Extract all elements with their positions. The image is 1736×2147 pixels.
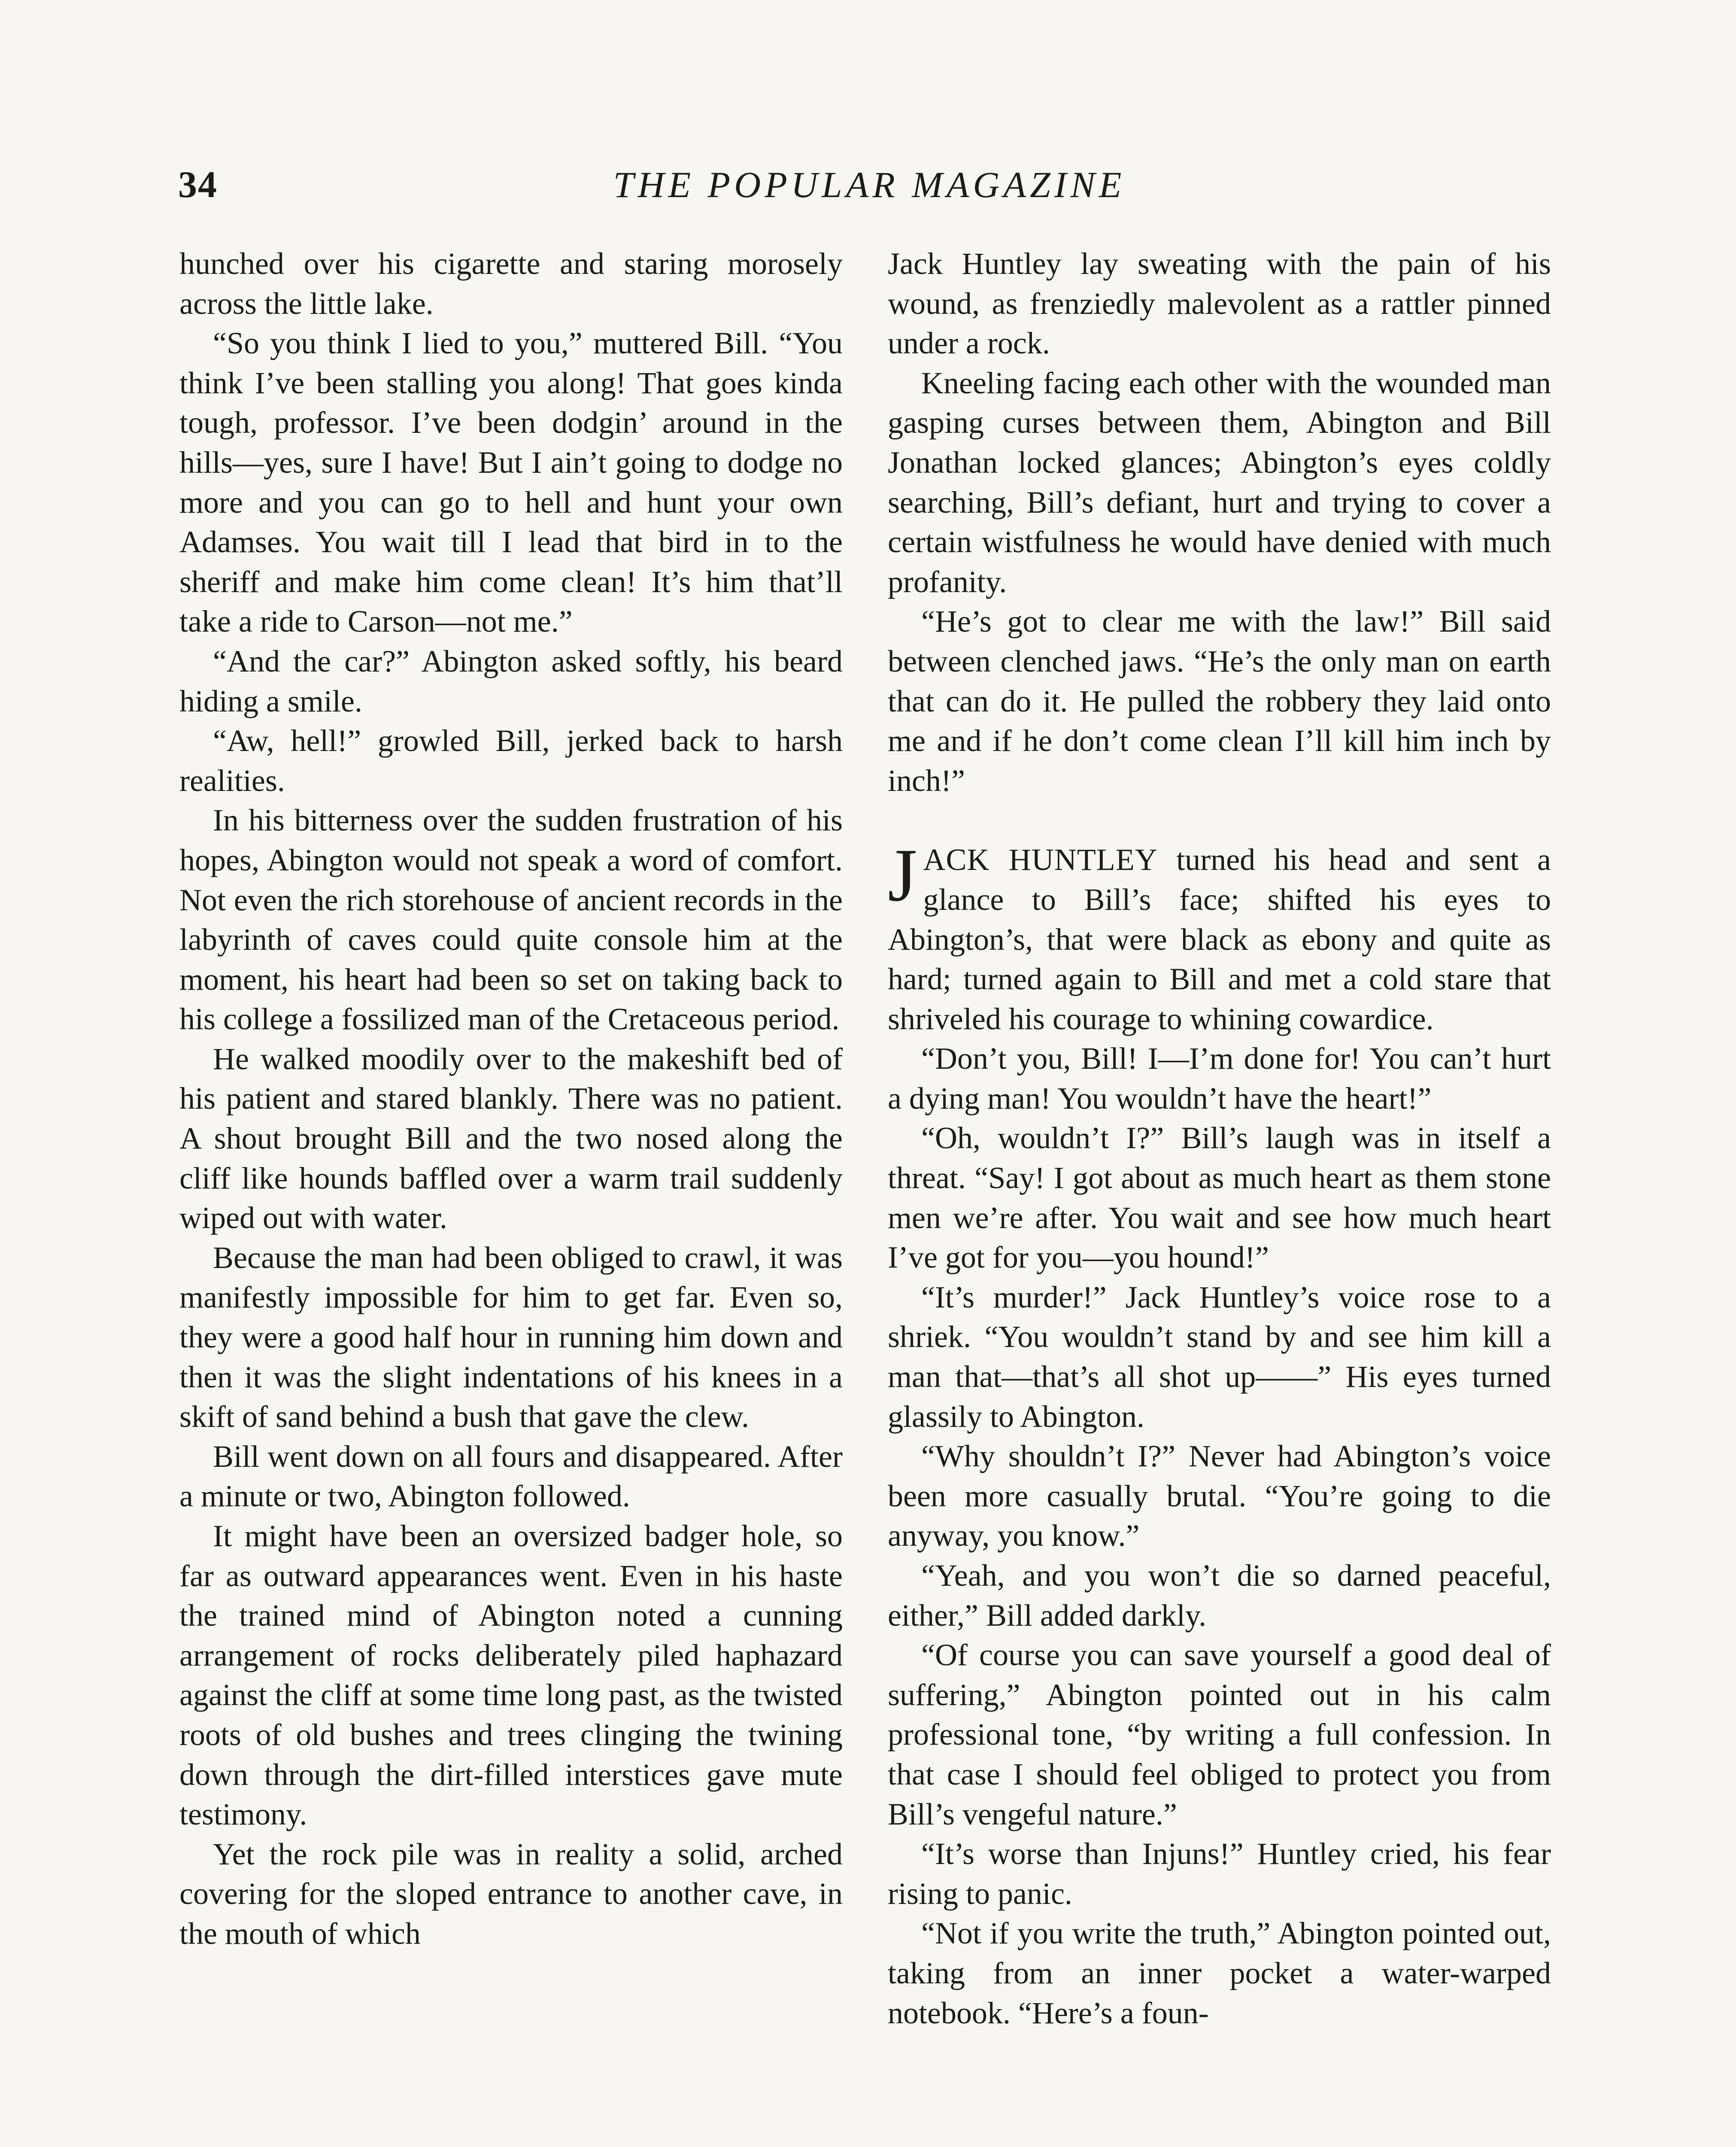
paragraph: He walked moodily over to the makeshift bed of his patient and stared blankly. There was no patient. A shout brought Bill and the two nosed along the cliff like hounds baffled over a warm trail suddenly wiped out with water. (179, 1041, 843, 1235)
paragraph: “Of course you can save yourself a good deal of suffering,” Abington pointed out in his calm professional tone, “by writing a full confession. In that case I should feel obliged to protect you from Bill’s vengeful nature.” (888, 1638, 1551, 1831)
paragraph: Bill went down on all fours and disappeared. After a minute or two, Abington followed. (179, 1439, 843, 1514)
paragraph: In his bitterness over the sudden frustration of his hopes, Abington would not speak a word of comfort. Not even the rich storehouse of ancient records in the labyrinth of caves could quite console him at the moment, his heart had been so set on taking back to his college a fossilized man of the Cretaceous period. (179, 803, 843, 1037)
paragraph: “Oh, wouldn’t I?” Bill’s laugh was in itself a threat. “Say! I got about as much heart as them stone men we’re after. You wait and see how much heart I’ve got for you—you hound!” (888, 1121, 1551, 1275)
section-opening-text: turned his head and sent a glance to Bill’s face; shifted his eyes to Abington’s, that were black as ebony and quite as hard; turned again to Bill and met a cold stare that shriveled his courage to whining cowardice. (888, 842, 1551, 1036)
paragraph: “Not if you write the truth,” Abington pointed out, taking from an inner pocket a water-warped notebook. “Here’s a foun- (888, 1916, 1551, 2030)
paragraph: Kneeling facing each other with the wounded man gasping curses between them, Abington and Bill Jonathan locked glances; Abington’s eyes coldly searching, Bill’s defiant, hurt and trying to cover a certain wistfulness he would have denied with much profanity. (888, 365, 1551, 599)
page-number: 34 (178, 164, 218, 206)
paragraph: “So you think I lied to you,” muttered Bill. “You think I’ve been stalling you along! That goes kinda tough, professor. I’ve been dodgin’ around in the hills—yes, sure I have! But I ain’t going to dodge no more and you can go to hell and hunt your own Adamses. You wait till I lead that bird in to the sheriff and make him come clean! It’s him that’ll take a ride to Carson—not me.” (179, 326, 843, 639)
running-title: THE POPULAR MAGAZINE (613, 164, 1126, 205)
section-lead-words: ACK HUNTLEY (923, 842, 1158, 877)
paragraph: “Don’t you, Bill! I—I’m done for! You can’t hurt a dying man! You wouldn’t have the heart!” (888, 1041, 1551, 1116)
paragraph: Jack Huntley lay sweating with the pain of his wound, as frenziedly malevolent as a rattler pinned under a rock. (888, 246, 1551, 361)
right-column (888, 244, 1551, 2033)
left-column (179, 244, 843, 1954)
section-opening-paragraph (888, 833, 1551, 1039)
paragraph: Yet the rock pile was in reality a solid, arched covering for the sloped entrance to another cave, in the mouth of which (179, 1837, 843, 1951)
paragraph: “It’s worse than Injuns!” Huntley cried, his fear rising to panic. (888, 1837, 1551, 1911)
paragraph: “Yeah, and you won’t die so darned peaceful, either,” Bill added darkly. (888, 1558, 1551, 1633)
paragraph: hunched over his cigarette and staring morosely across the little lake. (179, 246, 843, 321)
paragraph: Because the man had been obliged to crawl, it was manifestly impossible for him to get far. Even so, they were a good half hour in running him down and then it was the slight indentations of his knees in a skift of sand behind a bush that gave the clew. (179, 1240, 843, 1434)
paragraph: It might have been an oversized badger hole, so far as outward appearances went. Even in his haste the trained mind of Abington noted a cunning arrangement of rocks deliberately piled haphazard against the cliff at some time long past, as the twisted roots of old bushes and trees clinging the twining down through the dirt-filled interstices gave mute testimony. (179, 1519, 843, 1832)
paragraph: “He’s got to clear me with the law!” Bill said between clenched jaws. “He’s the only man on earth that can do it. He pulled the robbery they laid onto me and if he don’t come clean I’ll kill him inch by inch!” (888, 604, 1551, 798)
paragraph: “Aw, hell!” growled Bill, jerked back to harsh realities. (179, 724, 843, 798)
paragraph: “It’s murder!” Jack Huntley’s voice rose to a shriek. “You wouldn’t stand by and see him kill a man that—that’s all shot up——” His eyes turned glassily to Abington. (888, 1280, 1551, 1434)
paragraph: “And the car?” Abington asked softly, his beard hiding a smile. (179, 644, 843, 718)
page-header (178, 163, 1560, 223)
drop-cap: J (888, 833, 917, 918)
paragraph: “Why shouldn’t I?” Never had Abington’s voice been more casually brutal. “You’re going to die anyway, you know.” (888, 1439, 1551, 1553)
